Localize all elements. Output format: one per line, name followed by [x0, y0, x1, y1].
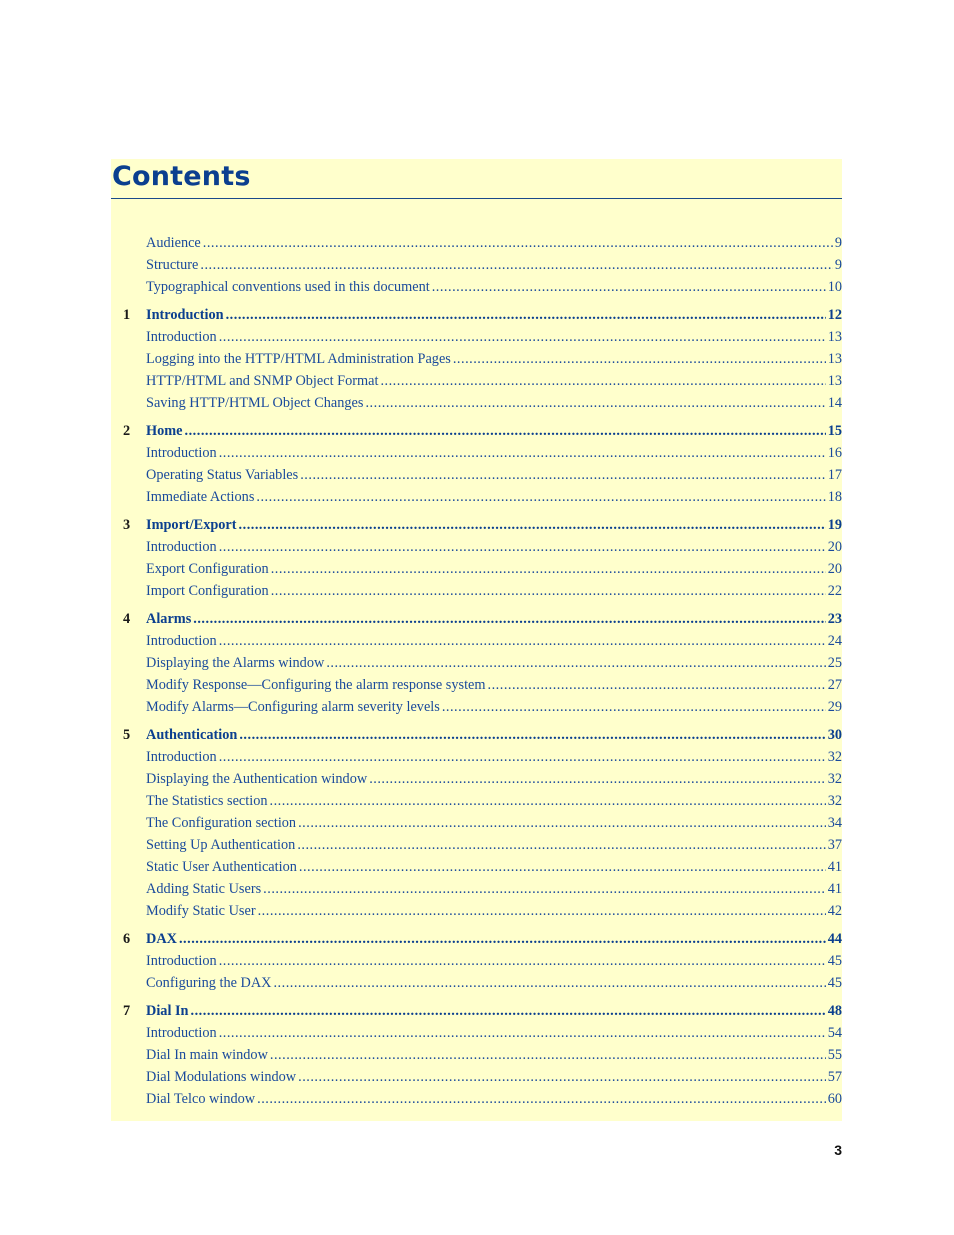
toc-entry-page: 13	[827, 329, 842, 345]
toc-section-entry[interactable]	[146, 975, 842, 995]
toc-entry-label: Dial Telco window	[146, 1091, 256, 1107]
toc-section-entry[interactable]	[146, 467, 842, 487]
toc-section-entry[interactable]	[146, 953, 842, 973]
toc-entry-label: Dial In	[146, 1003, 189, 1019]
toc-entry-page: 27	[827, 677, 842, 693]
toc-entry-label: Adding Static Users	[146, 881, 262, 897]
toc-entry-page: 32	[827, 771, 842, 787]
toc-entry-page: 41	[827, 859, 842, 875]
toc-section-entry[interactable]	[146, 351, 842, 371]
dot-leader	[203, 235, 833, 252]
chapter-number: 2	[123, 423, 131, 439]
dot-leader	[219, 329, 826, 346]
toc-entry-page: 54	[827, 1025, 842, 1041]
dot-leader	[300, 467, 825, 484]
chapter-number: 5	[123, 727, 131, 743]
dot-leader	[271, 583, 826, 600]
dot-leader	[256, 489, 825, 506]
dot-leader	[239, 727, 825, 744]
toc-entry-page: 48	[827, 1003, 842, 1019]
toc-entry-label: Logging into the HTTP/HTML Administration Pages	[146, 351, 451, 367]
toc-entry-page: 13	[827, 373, 842, 389]
toc-chapter-entry[interactable]	[146, 517, 842, 537]
toc-entry-label: Import/Export	[146, 517, 237, 533]
dot-leader	[191, 1003, 826, 1020]
toc-entry-label: Authentication	[146, 727, 238, 743]
toc-entry-page: 55	[827, 1047, 842, 1063]
toc-section-entry[interactable]	[146, 279, 842, 299]
dot-leader	[219, 1025, 826, 1042]
toc-entry-page: 19	[827, 517, 842, 533]
toc-entry-page: 18	[827, 489, 842, 505]
dot-leader	[219, 749, 826, 766]
dot-leader	[226, 307, 826, 324]
dot-leader	[271, 561, 826, 578]
toc-entry-page: 45	[827, 953, 842, 969]
toc-entry-page: 57	[827, 1069, 842, 1085]
toc-entry-label: Displaying the Authentication window	[146, 771, 368, 787]
toc-entry-page: 44	[827, 931, 842, 947]
toc-entry-page: 24	[827, 633, 842, 649]
toc-section-entry[interactable]	[146, 445, 842, 465]
toc-entry-label: The Statistics section	[146, 793, 268, 809]
toc-chapter-entry[interactable]	[146, 423, 842, 443]
toc-chapter-entry[interactable]	[146, 1003, 842, 1023]
toc-section-entry[interactable]	[146, 771, 842, 791]
dot-leader	[453, 351, 826, 368]
toc-entry-page: 17	[827, 467, 842, 483]
toc-section-entry[interactable]	[146, 1091, 842, 1111]
toc-entry-page: 9	[834, 235, 842, 251]
dot-leader	[326, 655, 825, 672]
toc-entry-page: 32	[827, 749, 842, 765]
toc-entry-page: 9	[834, 257, 842, 273]
dot-leader	[273, 975, 825, 992]
toc-section-entry[interactable]	[146, 903, 842, 923]
toc-entry-page: 32	[827, 793, 842, 809]
toc-entry-page: 25	[827, 655, 842, 671]
dot-leader	[380, 373, 825, 390]
toc-entry-label: Introduction	[146, 953, 217, 969]
toc-entry-page: 20	[827, 539, 842, 555]
toc-entry-page: 23	[827, 611, 842, 627]
toc-section-entry[interactable]	[146, 815, 842, 835]
toc-entry-page: 41	[827, 881, 842, 897]
dot-leader	[257, 1091, 826, 1108]
toc-entry-label: Structure	[146, 257, 199, 273]
chapter-number: 6	[123, 931, 131, 947]
toc-section-entry[interactable]	[146, 749, 842, 769]
toc-entry-page: 16	[827, 445, 842, 461]
toc-entry-page: 12	[827, 307, 842, 323]
dot-leader	[299, 859, 826, 876]
chapter-number: 1	[123, 307, 131, 323]
chapter-number: 4	[123, 611, 131, 627]
toc-entry-label: Dial Modulations window	[146, 1069, 297, 1085]
toc-chapter-entry[interactable]	[146, 307, 842, 327]
dot-leader	[365, 395, 825, 412]
toc-section-entry[interactable]	[146, 633, 842, 653]
dot-leader	[298, 815, 826, 832]
dot-leader	[219, 633, 826, 650]
toc-section-entry[interactable]	[146, 489, 842, 509]
toc-section-entry[interactable]	[146, 837, 842, 857]
toc-entry-label: Introduction	[146, 539, 217, 555]
toc-section-entry[interactable]	[146, 793, 842, 813]
toc-entry-label: Modify Alarms—Configuring alarm severity levels	[146, 699, 440, 715]
dot-leader	[432, 279, 826, 296]
toc-entry-page: 42	[827, 903, 842, 919]
toc-entry-page: 29	[827, 699, 842, 715]
page-title: Contents	[112, 161, 251, 192]
toc-entry-page: 10	[827, 279, 842, 295]
toc-section-entry[interactable]	[146, 881, 842, 901]
toc-entry-label: Import Configuration	[146, 583, 269, 599]
toc-section-entry[interactable]	[146, 539, 842, 559]
toc-entry-page: 13	[827, 351, 842, 367]
toc-entry-page: 37	[827, 837, 842, 853]
dot-leader	[270, 1047, 826, 1064]
toc-entry-label: Typographical conventions used in this document	[146, 279, 430, 295]
toc-entry-label: Alarms	[146, 611, 192, 627]
dot-leader	[298, 1069, 826, 1086]
toc-section-entry[interactable]	[146, 257, 842, 277]
toc-section-entry[interactable]	[146, 561, 842, 581]
dot-leader	[179, 931, 826, 948]
toc-entry-page: 20	[827, 561, 842, 577]
toc-section-entry[interactable]	[146, 329, 842, 349]
toc-entry-label: Modify Static User	[146, 903, 256, 919]
toc-entry-page: 14	[827, 395, 842, 411]
toc-entry-label: Introduction	[146, 749, 217, 765]
toc-section-entry[interactable]	[146, 655, 842, 675]
toc-entry-page: 22	[827, 583, 842, 599]
toc-entry-label: Dial In main window	[146, 1047, 268, 1063]
toc-entry-label: Static User Authentication	[146, 859, 297, 875]
toc-section-entry[interactable]	[146, 1025, 842, 1045]
dot-leader	[219, 953, 826, 970]
toc-section-entry[interactable]	[146, 1047, 842, 1067]
toc-entry-label: Displaying the Alarms window	[146, 655, 325, 671]
toc-entry-label: Saving HTTP/HTML Object Changes	[146, 395, 364, 411]
toc-entry-label: Home	[146, 423, 183, 439]
toc-section-entry[interactable]	[146, 699, 842, 719]
toc-entry-label: Audience	[146, 235, 201, 251]
dot-leader	[258, 903, 826, 920]
toc-entry-label: Export Configuration	[146, 561, 269, 577]
toc-section-entry[interactable]	[146, 1069, 842, 1089]
toc-section-entry[interactable]	[146, 583, 842, 603]
dot-leader	[442, 699, 826, 716]
dot-leader	[297, 837, 825, 854]
toc-entry-page: 15	[827, 423, 842, 439]
toc-entry-label: Introduction	[146, 633, 217, 649]
toc-entry-label: Immediate Actions	[146, 489, 255, 505]
toc-entry-label: Introduction	[146, 445, 217, 461]
dot-leader	[488, 677, 826, 694]
dot-leader	[200, 257, 832, 274]
toc-section-entry[interactable]	[146, 373, 842, 393]
chapter-number: 7	[123, 1003, 131, 1019]
toc-entry-label: DAX	[146, 931, 177, 947]
toc-section-entry[interactable]	[146, 235, 842, 255]
toc-entry-label: HTTP/HTML and SNMP Object Format	[146, 373, 379, 389]
toc-entry-label: Introduction	[146, 329, 217, 345]
toc-section-entry[interactable]	[146, 395, 842, 415]
dot-leader	[239, 517, 826, 534]
toc-entry-label: Introduction	[146, 1025, 217, 1041]
dot-leader	[193, 611, 825, 628]
contents-panel	[111, 159, 842, 1121]
toc-entry-label: Introduction	[146, 307, 224, 323]
chapter-number: 3	[123, 517, 131, 533]
toc-entry-label: Setting Up Authentication	[146, 837, 296, 853]
dot-leader	[185, 423, 826, 440]
dot-leader	[219, 539, 826, 556]
toc-section-entry[interactable]	[146, 859, 842, 879]
toc-entry-label: Configuring the DAX	[146, 975, 272, 991]
toc-chapter-entry[interactable]	[146, 931, 842, 951]
dot-leader	[369, 771, 826, 788]
toc-entry-page: 34	[827, 815, 842, 831]
title-bar	[111, 159, 842, 199]
dot-leader	[263, 881, 826, 898]
toc-entry-label: Operating Status Variables	[146, 467, 299, 483]
toc-chapter-entry[interactable]	[146, 727, 842, 747]
toc-entry-page: 45	[827, 975, 842, 991]
page-number: 3	[834, 1142, 842, 1158]
toc-entry-label: Modify Response—Configuring the alarm response system	[146, 677, 486, 693]
toc-section-entry[interactable]	[146, 677, 842, 697]
toc-entry-page: 60	[827, 1091, 842, 1107]
dot-leader	[270, 793, 826, 810]
toc-entry-page: 30	[827, 727, 842, 743]
toc-entry-label: The Configuration section	[146, 815, 297, 831]
toc-chapter-entry[interactable]	[146, 611, 842, 631]
dot-leader	[219, 445, 826, 462]
